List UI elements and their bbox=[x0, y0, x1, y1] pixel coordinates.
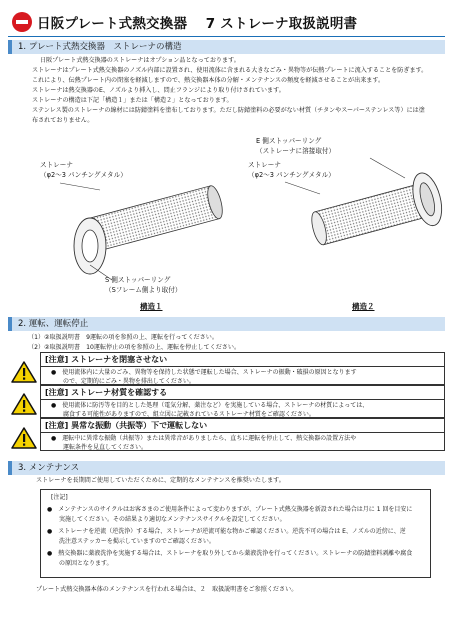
caption-structure-2: 構造２ bbox=[352, 302, 375, 311]
paragraph-line: 布されておりません。 bbox=[32, 117, 94, 124]
section-heading-operation: 2. 運転、運転停止 bbox=[8, 317, 445, 331]
operation-step-1: （1）②取扱説明書 9運転の項を参照の上、運転を行ってください。 bbox=[28, 334, 218, 341]
warning-icon bbox=[11, 426, 37, 450]
e-ring-label: E 側ストッパーリング bbox=[256, 137, 322, 145]
section-heading-structure: 1. プレート式熱交換器 ストレーナの構造 bbox=[8, 40, 445, 54]
warning-icon bbox=[11, 360, 37, 384]
paragraph-line: ストレーナはプレート式熱交換器のノズル内部に設置され、使用流体に含まれる大きなごみ・異物等が伝熱プレートに流入することを防ぎます。 bbox=[32, 67, 428, 74]
caution-heading: [注意] ストレーナ材質を確認する bbox=[41, 386, 444, 400]
e-ring-note: （ストレーナに溶接取付） bbox=[256, 147, 336, 155]
right-strainer-label: ストレーナ bbox=[248, 161, 281, 169]
caution-text: 運転条件を見直してください。 bbox=[51, 444, 148, 451]
note-text: ● メンテナンスのサイクルはお客さまのご使用条件によって変わりますが、プレート式熱交換器を新設された場合は月に 1 回を目安に bbox=[47, 506, 413, 513]
s-ring-note: （Sフレーム側より取付） bbox=[105, 286, 182, 294]
page-header bbox=[8, 8, 445, 37]
left-strainer-label: ストレーナ bbox=[40, 161, 73, 169]
strainer-diagrams bbox=[0, 130, 455, 315]
warning-icon bbox=[11, 392, 37, 416]
note-heading: [注記] bbox=[51, 494, 68, 501]
note-text: ● 熱交換器に薬液洗浄を実施する場合は、ストレーナを取り外してから薬液洗浄を行ってください。ストレーナの防錆塗料剥離や腐食 bbox=[47, 550, 413, 557]
company-logo-icon bbox=[12, 12, 32, 32]
page-title: 日阪プレート式熱交換器 7 ストレーナ取扱説明書 bbox=[37, 16, 358, 32]
caution-text: ● 使用流体内に大量のごみ、異物等を保持した状態で運転した場合、ストレーナの振動・破損の原因となります bbox=[51, 369, 357, 376]
caption-structure-1: 構造１ bbox=[140, 302, 163, 311]
s-ring-label: S 側ストッパーリング bbox=[105, 276, 171, 284]
caution-text: ので、定期的にごみ・異物を排出してください。 bbox=[51, 378, 195, 385]
caution-text: 腐食する可能性がありますので、組立図に記載されているストレーナ材質をご確認ください。 bbox=[51, 411, 315, 418]
paragraph-line: これにより、伝熱プレート内の閉塞を軽減しますので、熱交換器本体の分解・メンテナンスの頻度を軽減させることが出来ます。 bbox=[32, 77, 385, 84]
structure-2-diagram bbox=[306, 170, 447, 256]
note-text: の原因となります。 bbox=[47, 560, 113, 567]
paragraph-line: ステンレス製のストレーナの線材には防錆塗料を塗布しております。ただし防錆塗料の必要がない材質（チタンやスーパーステンレス等）には塗 bbox=[32, 107, 425, 114]
caution-text: ● 運転中に異常な振動（共振等）または異常音がありましたら、直ちに運転を停止して、熱交換器の設置方法や bbox=[51, 435, 357, 442]
caution-box-vibration bbox=[40, 418, 445, 451]
operation-step-2: （2）②取扱説明書 10運転停止の項を参照の上、運転を停止してください。 bbox=[28, 344, 241, 351]
maintenance-intro: ストレーナを長期間ご使用していただくために、定期的なメンテナンスを推奨いたします。 bbox=[36, 477, 285, 484]
note-text: 洗注意ステッカーを掲示していますのでご確認ください。 bbox=[47, 538, 215, 545]
paragraph-line: ストレーナは熱交換器のE、ノズルより挿入し、問止フランジにより取り付けされています。 bbox=[32, 87, 285, 94]
caution-heading: [注意] 異常な振動（共振等）下で運転しない bbox=[41, 419, 444, 433]
note-text: 実施してください。その結果より適切なメンテナンスサイクルを設定してください。 bbox=[47, 516, 286, 523]
caution-box-material bbox=[40, 385, 445, 418]
s-side-stopper-ring bbox=[74, 218, 106, 274]
note-text: ● ストレーナを逆流（逆洗浄）する場合、ストレーナが逆流可能な物かご確認ください。逆洗不可の場合は E、ノズルの近傍に、逆 bbox=[47, 528, 406, 535]
maintenance-footer-note: プレート式熱交換器本体のメンテナンスを行われる場合は、２ 取扱説明書をご参照ください。 bbox=[36, 586, 298, 593]
note-box bbox=[40, 489, 431, 578]
caution-box-clogging bbox=[40, 352, 445, 385]
section-heading-maintenance: 3. メンテナンス bbox=[8, 461, 445, 475]
paragraph-line: ストレーナの構造は下記「構造１」または「構造２」となっております。 bbox=[32, 97, 233, 104]
right-mesh-label: （φ2〜3 パンチングメタル） bbox=[248, 171, 335, 179]
left-mesh-label: （φ2〜3 パンチングメタル） bbox=[40, 171, 127, 179]
paragraph-line: 日阪プレート式熱交換器のストレーナはオプション品となっております。 bbox=[40, 57, 240, 64]
caution-text: ● 使用流体に防汚等を目的とした処理（電気分解、薬注など）を実施している場合、ストレーナの材質によっては、 bbox=[51, 402, 369, 409]
caution-heading: [注意] ストレーナを閉塞させない bbox=[41, 353, 444, 367]
